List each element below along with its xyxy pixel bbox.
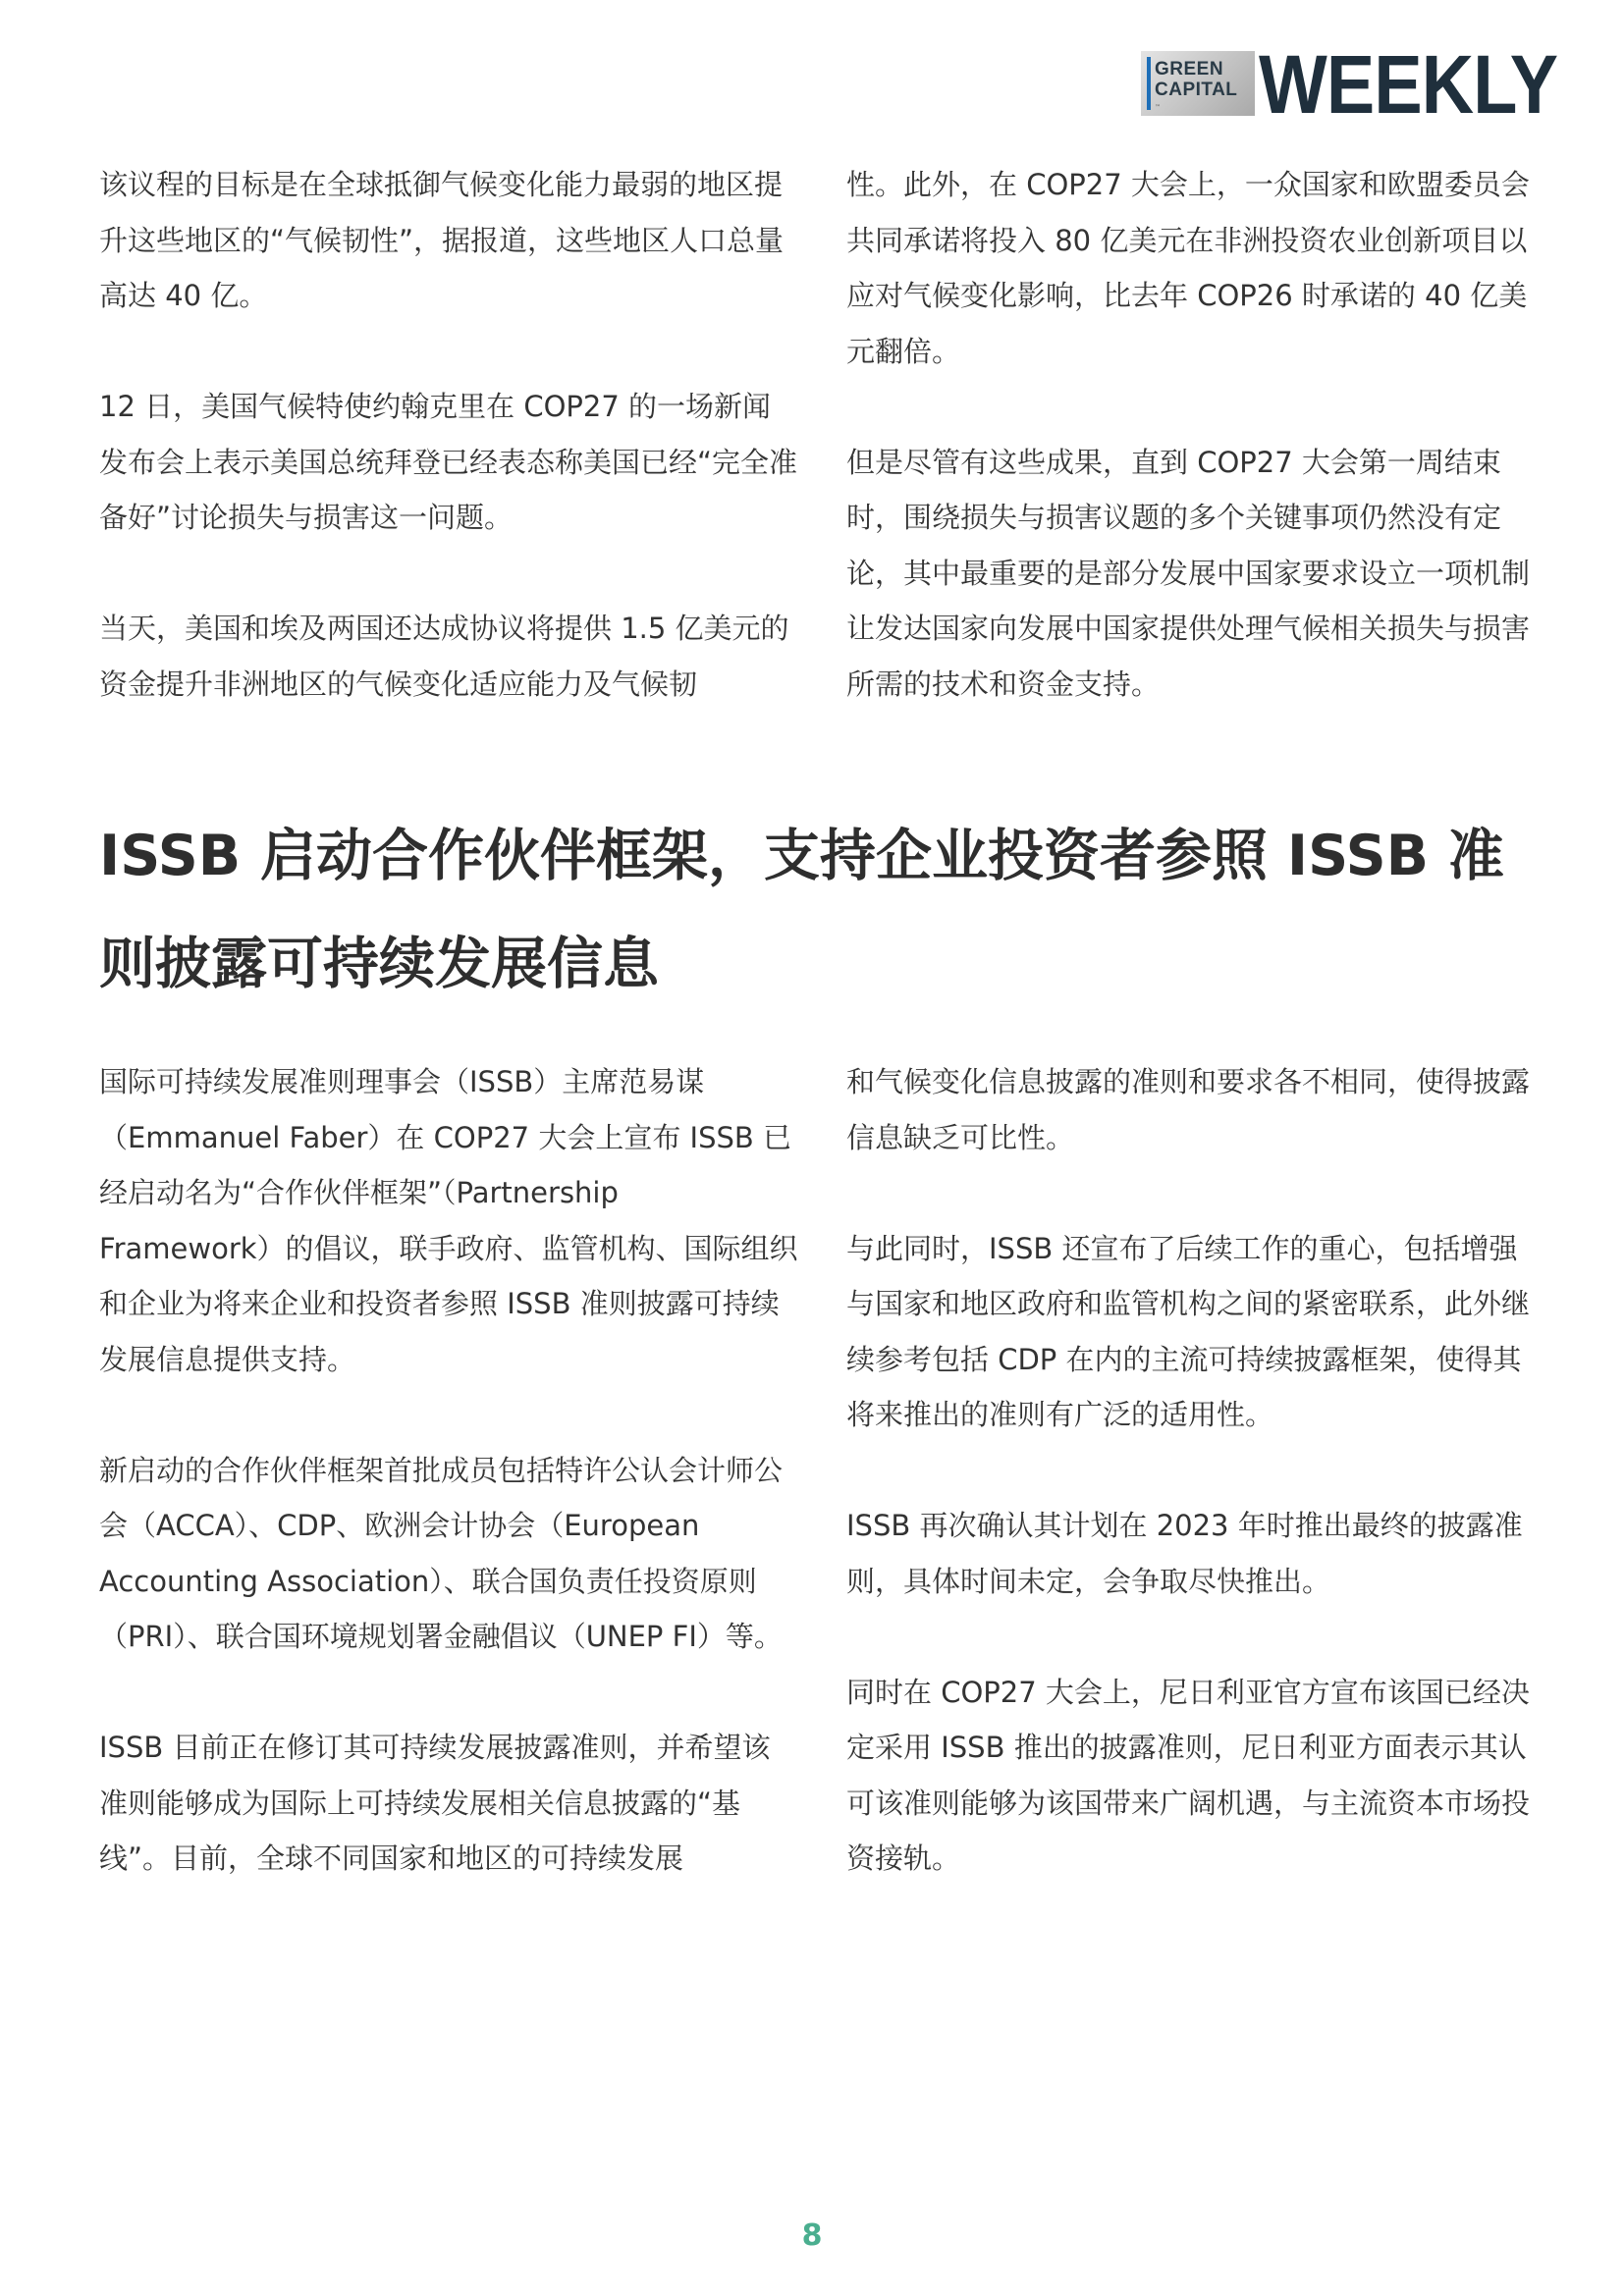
paragraph: 新启动的合作伙伴框架首批成员包括特许公认会计师公会（ACCA）、CDP、欧洲会计协会（European Accounting Association）、联合国负责任投资原则（PRI）、联合国环境规划署金融倡议（UNEP FI）等。 xyxy=(99,1453,784,1653)
paragraph: ISSB 再次确认其计划在 2023 年时推出最终的披露准则，具体时间未定，会争取尽快推出。 xyxy=(846,1509,1523,1598)
top-left-column xyxy=(99,157,798,712)
paragraph: 国际可持续发展准则理事会（ISSB）主席范易谋（Emmanuel Faber）在 COP27 大会上宣布 ISSB 已经启动名为“合作伙伴框架”（Partnership Framework）的倡议，联手政府、监管机构、国际组织和企业为将来企业和投资者参照 ISSB 准则披露可持续发展信息提供支持。 xyxy=(99,1065,798,1376)
paragraph: 当天，美国和埃及两国还达成协议将提供 1.5 亿美元的资金提升非洲地区的气候变化适应能力及气候韧 xyxy=(99,612,789,701)
logo-badge xyxy=(1141,51,1255,116)
top-right-column xyxy=(846,157,1545,712)
logo-line-capital: CAPITAL xyxy=(1155,80,1238,100)
paragraph: 同时在 COP27 大会上，尼日利亚官方宣布该国已经决定采用 ISSB 推出的披露准则，尼日利亚方面表示其认可该准则能够为该国带来广阔机遇，与主流资本市场投资接轨。 xyxy=(846,1675,1531,1875)
paragraph: 该议程的目标是在全球抵御气候变化能力最弱的地区提升这些地区的“气候韧性”，据报道，这些地区人口总量高达 40 亿。 xyxy=(99,168,785,312)
paragraph: ISSB 目前正在修订其可持续发展披露准则，并希望该准则能够成为国际上可持续发展相关信息披露的“基线”。目前，全球不同国家和地区的可持续发展 xyxy=(99,1731,771,1875)
logo-weekly-wordmark: WEEKLY xyxy=(1259,38,1558,131)
paragraph: 和气候变化信息披露的准则和要求各不相同，使得披露信息缺乏可比性。 xyxy=(846,1065,1531,1154)
paragraph: 但是尽管有这些成果，直到 COP27 大会第一周结束时，围绕损失与损害议题的多个关键事项仍然没有定论，其中最重要的是部分发展中国家要求设立一项机制让发达国家向发展中国家提供处理气候相关损失与损害所需的技术和资金支持。 xyxy=(846,445,1531,701)
bottom-right-column xyxy=(846,1054,1545,1887)
paragraph: 与此同时，ISSB 还宣布了后续工作的重心，包括增强与国家和地区政府和监管机构之间的紧密联系，此外继续参考包括 CDP 在内的主流可持续披露框架，使得其将来推出的准则有广泛的适用性。 xyxy=(846,1231,1531,1431)
logo-trademark: ™ xyxy=(1155,104,1161,111)
logo-line-green: GREEN xyxy=(1155,59,1224,80)
paragraph: 性。此外，在 COP27 大会上，一众国家和欧盟委员会共同承诺将投入 80 亿美元在非洲投资农业创新项目以应对气候变化影响，比去年 COP26 时承诺的 40 亿美元翻倍。 xyxy=(846,168,1530,368)
article-headline: ISSB 启动合作伙伴框架，支持企业投资者参照 ISSB 准则披露可持续发展信息 xyxy=(99,824,1504,996)
brand-logo xyxy=(1141,38,1598,131)
page-number: 8 xyxy=(801,2218,823,2253)
logo-accent-bar xyxy=(1147,57,1151,110)
paragraph: 12 日，美国气候特使约翰克里在 COP27 的一场新闻发布会上表示美国总统拜登已经表态称美国已经“完全准备好”讨论损失与损害这一问题。 xyxy=(99,390,798,534)
bottom-left-column xyxy=(99,1054,798,1887)
